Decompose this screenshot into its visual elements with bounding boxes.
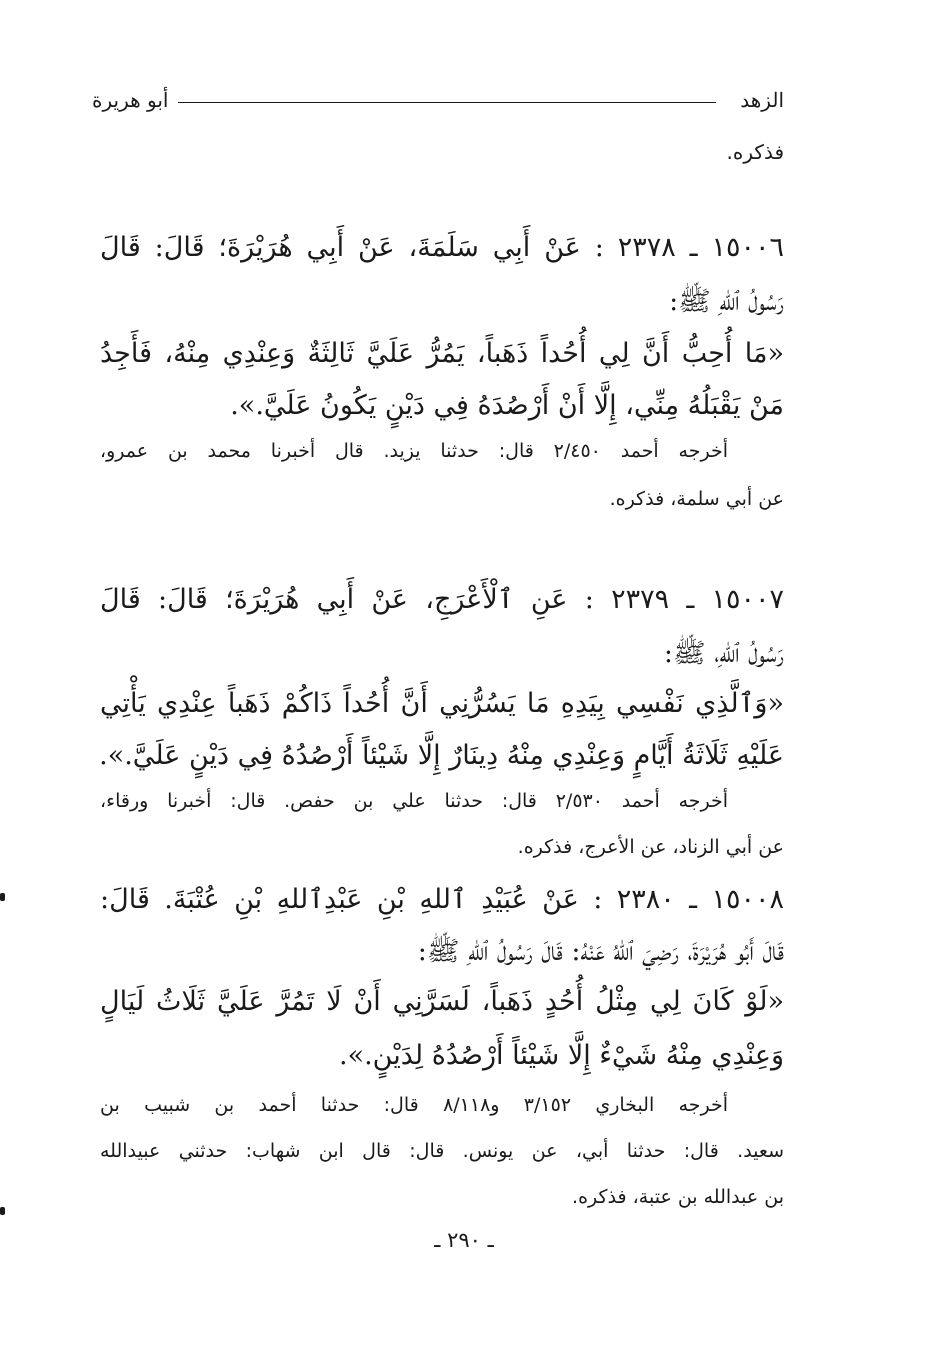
hadith-3-takhrij-3: بن عبدالله بن عتبة، فذكره. — [572, 1186, 784, 1208]
hadith-1-line-4: مَنْ يَقْبَلُهُ مِنِّي، إِلَّا أَنْ أَرْصُدَهُ فِي دَيْنٍ يَكُونُ عَلَيَّ.». — [230, 390, 784, 421]
hadith-1-takhrij-2: عن أبي سلمة، فذكره. — [609, 488, 784, 510]
hadith-2-line-4: عَلَيْهِ ثَلَاثَةُ أَيَّامٍ وَعِنْدِي مِنْهُ دِينَارٌ إِلَّا شَيْئاً أَرْصُدُهُ فِي دَيْنٍ عَلَيَّ.». — [99, 740, 784, 771]
header-chapter-title: أبو هريرة — [92, 88, 169, 112]
hadith-2-takhrij-2: عن أبي الزناد، عن الأعرج، فذكره. — [517, 836, 784, 858]
hadith-3-line-2: قَالَ أَبُو هُرَيْرَةَ، رَضِيَ ٱللهُ عَنْهُ: قَالَ رَسُولُ ٱللهِ ﷺ: — [417, 936, 784, 967]
header-section-title: الزهد — [740, 88, 784, 112]
hadith-3-line-3: «لَوْ كَانَ لِي مِثْلُ أُحُدٍ ذَهَباً، لَسَرَّنِي أَنْ لَا تَمُرَّ عَلَيَّ ثَلَاثُ لَيَالٍ — [100, 986, 784, 1017]
hadith-3-line-1: ١٥٠٠٨ ـ ٢٣٨٠ : عَنْ عُبَيْدِ ٱللهِ بْنِ عَبْدِٱللهِ بْنِ عُتْبَةَ. قَالَ: — [100, 884, 784, 915]
hadith-1-takhrij-1: أخرجه أحمد ٢/٤٥٠ قال: حدثنا يزيد. قال أخبرنا محمد بن عمرو، — [100, 440, 728, 462]
hadith-2-line-3: «وَٱلَّذِي نَفْسِي بِيَدِهِ مَا يَسُرُّنِي أَنَّ أُحُداً ذَاكُمْ ذَهَباً عِنْدِي يَأْتِي — [100, 688, 784, 719]
hadith-3-takhrij-2: سعيد. قال: حدثنا أبي، عن يونس. قال: قال ابن شهاب: حدثني عبيدالله — [100, 1140, 784, 1162]
scan-edge-mark — [0, 893, 5, 901]
header-rule — [178, 102, 716, 103]
hadith-1-line-1: ١٥٠٠٦ ـ ٢٣٧٨ : عَنْ أَبِي سَلَمَةَ، عَنْ أَبِي هُرَيْرَةَ؛ قَالَ: قَالَ — [100, 232, 784, 263]
hadith-3-line-4: وَعِنْدِي مِنْهُ شَيْءٌ إِلَّا شَيْئاً أَرْصُدُهُ لِدَيْنٍ.». — [339, 1040, 784, 1071]
hadith-1-line-3: «مَا أُحِبُّ أَنَّ لِي أُحُداً ذَهَباً، يَمُرُّ عَلَيَّ ثَالِثَةٌ وَعِنْدِي مِنْهُ، فَأَجِدُ — [100, 338, 784, 369]
hadith-2-line-2: رَسُولُ ٱللهِ، ﷺ: — [663, 638, 784, 669]
hadith-2-line-1: ١٥٠٠٧ ـ ٢٣٧٩ : عَنِ ٱلْأَعْرَجِ، عَنْ أَبِي هُرَيْرَةَ؛ قَالَ: قَالَ — [100, 584, 784, 615]
hadith-1-line-2: رَسُولُ ٱللهِ ﷺ: — [669, 286, 784, 317]
hadith-3-takhrij-1: أخرجه البخاري ٣/١٥٢ و٨/١١٨ قال: حدثنا أحمد بن شبيب بن — [100, 1094, 729, 1116]
intro-line: فذكره. — [726, 140, 784, 164]
scan-edge-mark — [0, 1207, 5, 1215]
page-number: ـ ٢٩٠ ـ — [434, 1228, 494, 1252]
running-header — [92, 88, 784, 122]
hadith-2-takhrij-1: أخرجه أحمد ٢/٥٣٠ قال: حدثنا علي بن حفص. قال: أخبرنا ورقاء، — [100, 790, 729, 812]
